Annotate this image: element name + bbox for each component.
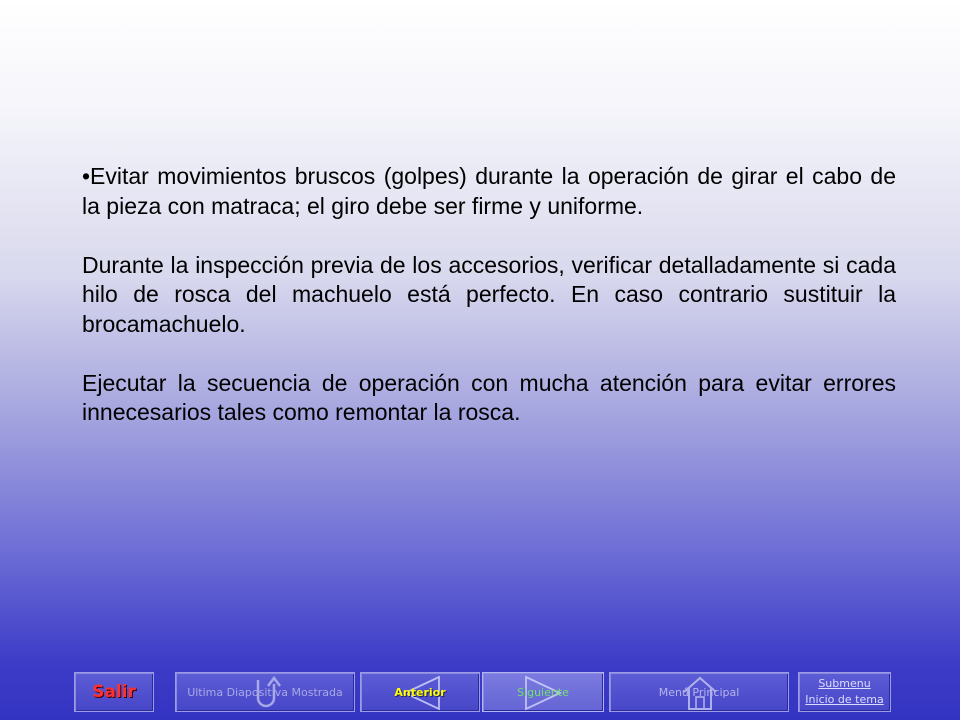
main-menu-label: Menú Principal [658, 686, 740, 699]
last-viewed-slide-label: Ultima Diapositiva Mostrada [187, 686, 343, 699]
next-slide-button[interactable] [482, 672, 604, 712]
submenu-label: Submenu [818, 677, 871, 690]
topic-start-label: Inicio de tema [805, 693, 884, 706]
previous-slide-label: Anterior [394, 686, 446, 699]
main-menu-button[interactable] [609, 672, 789, 712]
slide-paragraph: •Evitar movimientos bruscos (golpes) durante la operación de girar el cabo de la pieza con matraca; el giro debe ser firme y uniforme. [82, 163, 896, 219]
exit-button[interactable] [74, 672, 154, 712]
exit-button-label: Salir [92, 682, 136, 702]
slide-paragraph: Ejecutar la secuencia de operación con mucha atención para evitar errores innecesarios tales como remontar la rosca. [82, 369, 896, 425]
submenu-button[interactable] [798, 672, 891, 712]
last-viewed-slide-button[interactable] [175, 672, 355, 712]
slide-body [82, 162, 896, 428]
next-slide-label: Siguiente [517, 686, 569, 699]
previous-slide-button[interactable] [360, 672, 480, 712]
slide-paragraph: Durante la inspección previa de los accesorios, verificar detalladamente si cada hilo de rosca del machuelo está perfecto. En caso contrario sustituir la brocamachuelo. [82, 251, 896, 337]
